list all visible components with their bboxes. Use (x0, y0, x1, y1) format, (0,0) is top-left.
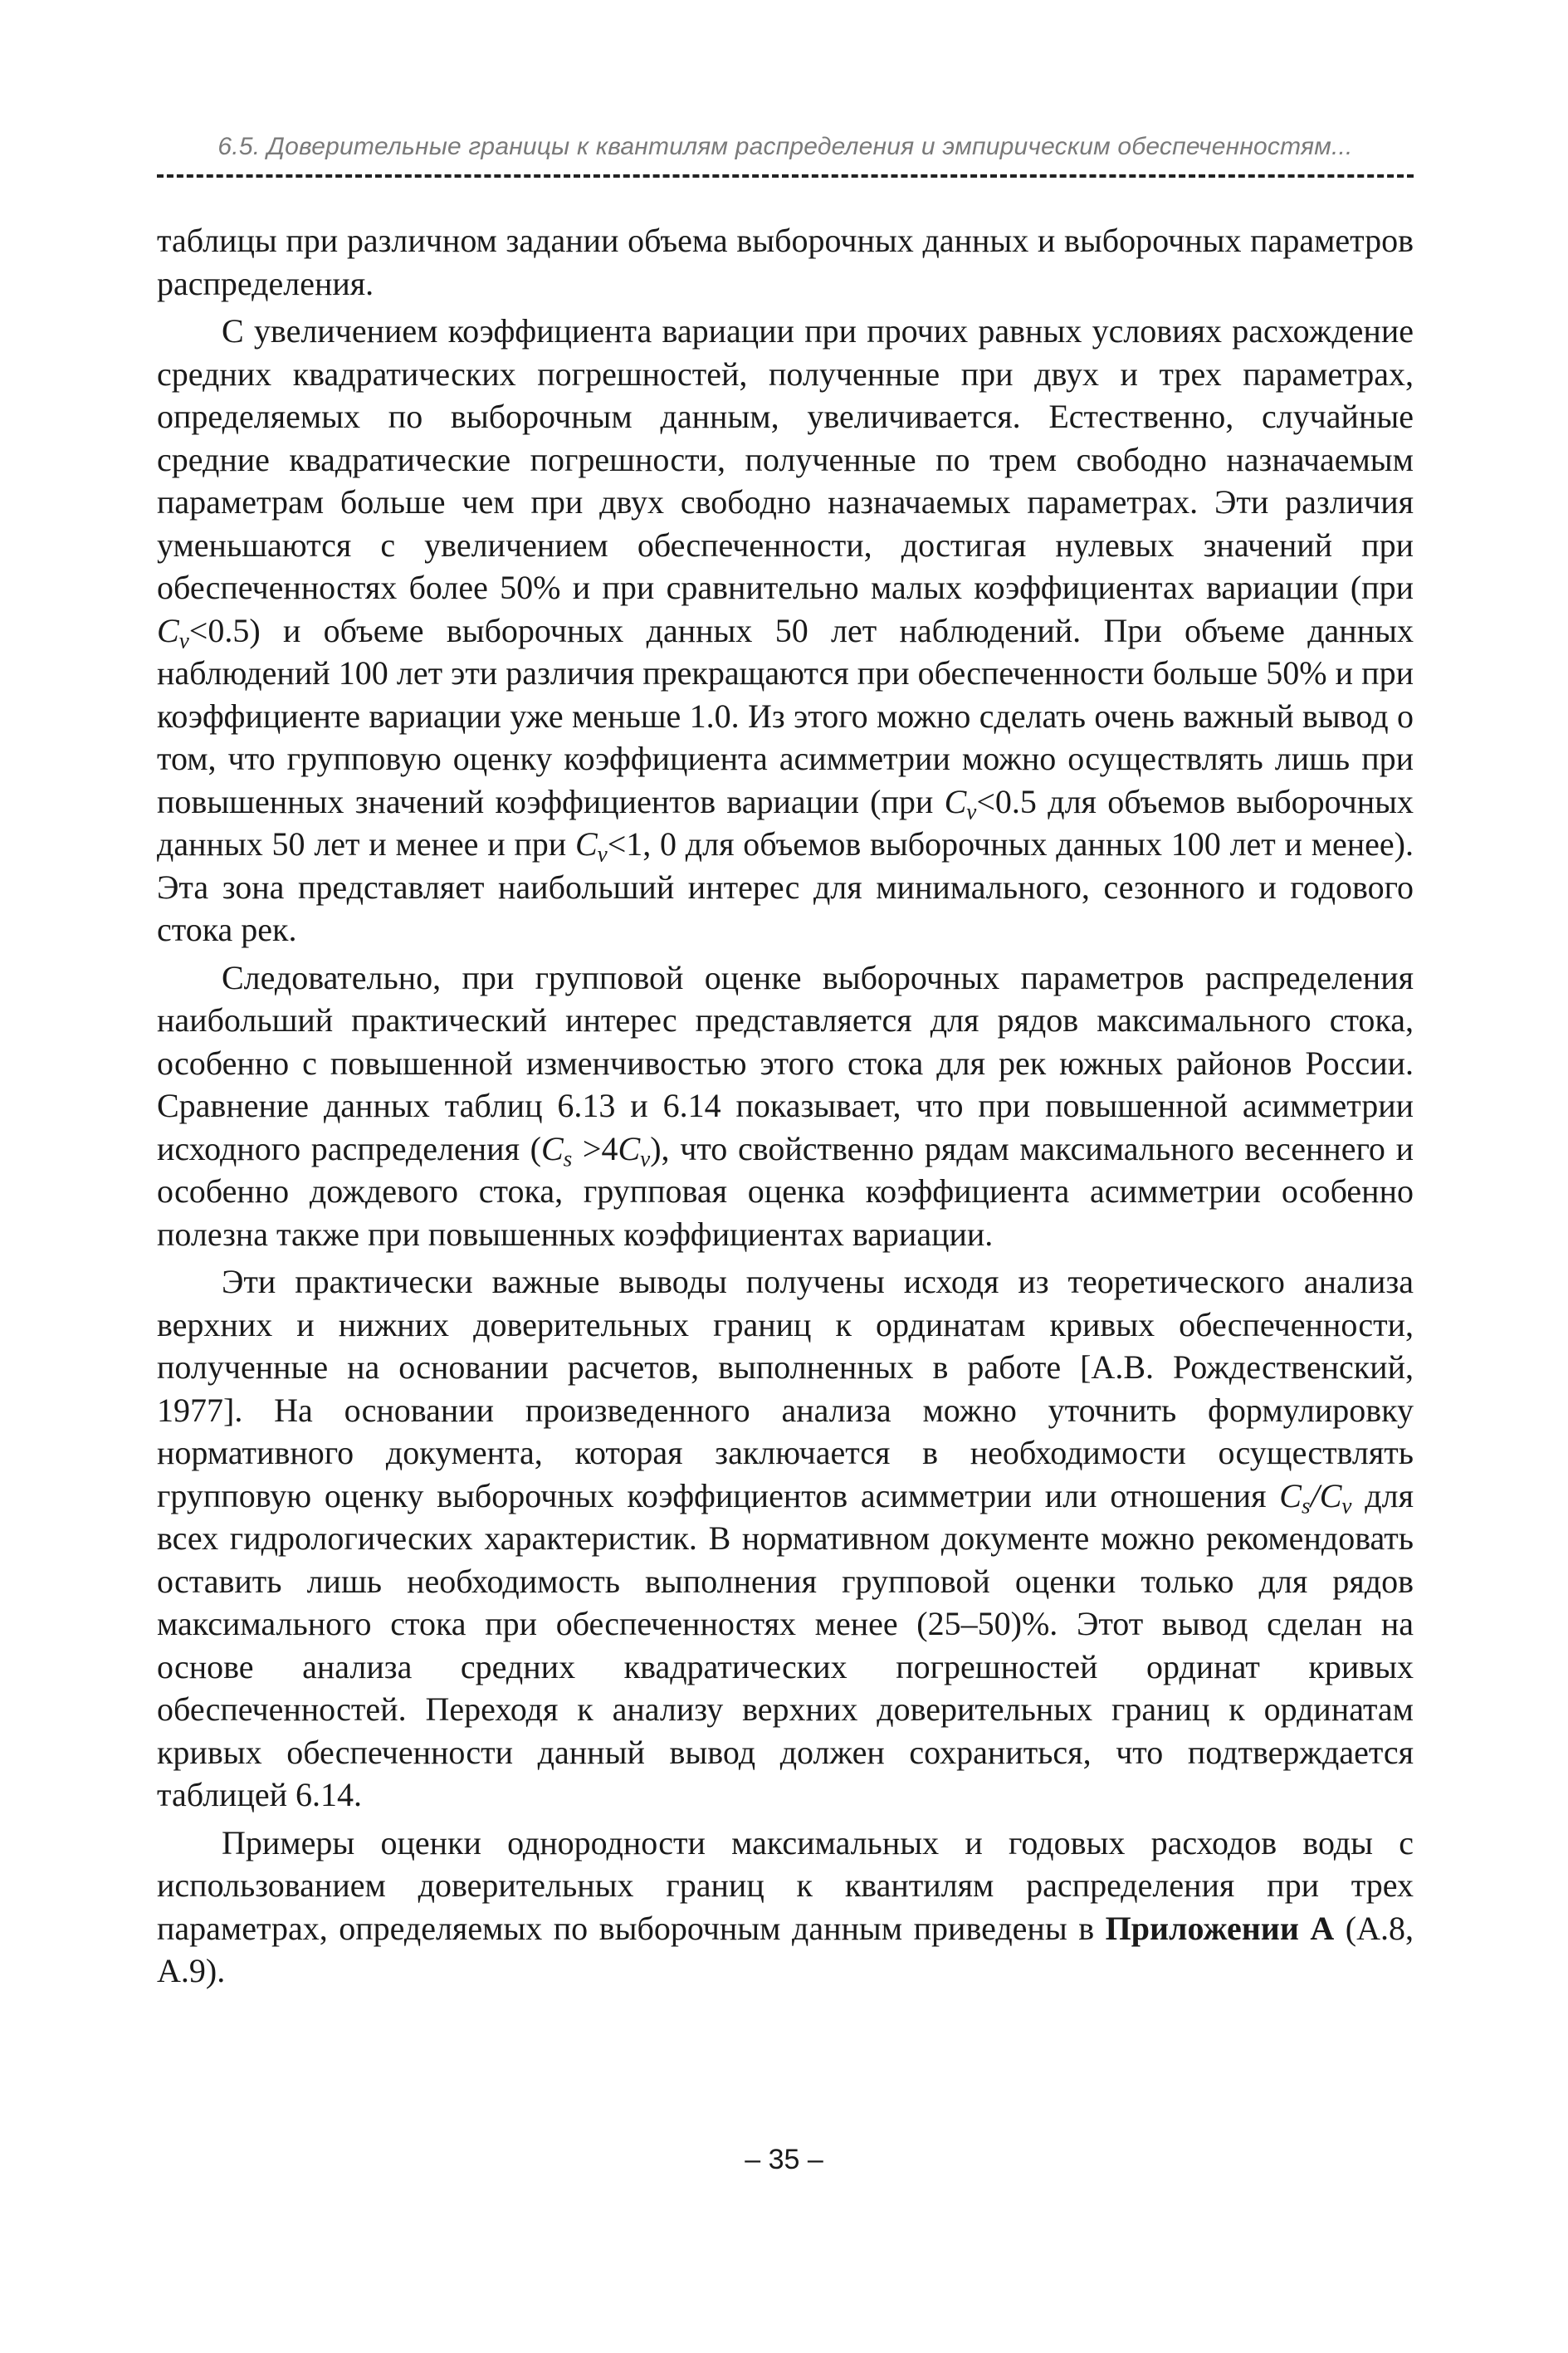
text-run: С увеличением коэффициента вариации при прочих равных условиях расхождение средних квадратических погрешностей, полученные при двух и трех параметрах, определяемых по выборочным данным, увеличивается. Естественно, случайные средние квадратические погрешности, полученные по трем свободно назначаемым параметрам больше чем при двух свободно назначаемых параметрах. Эти различия уменьшаются с увеличением обеспеченности, достигая нулевых значений при обеспеченностях более 50% и при сравнительно малых коэффициентах вариации (при (157, 312, 1414, 606)
text-run: Примеры оценки однородности максимальных и годовых расходов воды с использованием доверительных границ к квантилям распределения при трех параметрах, определяемых по выборочным данным приведены в (157, 1823, 1414, 1947)
running-header: 6.5. Доверительные границы к квантилям распределения и эмпирическим обеспеченностям... (217, 133, 1353, 160)
paragraph-2 (157, 310, 1414, 951)
cv-symbol: $C_v$ (1319, 1476, 1352, 1519)
cv-symbol: $C_v$ (618, 1129, 651, 1172)
header-divider (157, 174, 1414, 178)
cv-symbol: $C_v$ (944, 782, 977, 824)
cs-symbol: $C_s$ (540, 1129, 573, 1172)
text-run: Эти практически важные выводы получены исходя из теоретического анализа верхних и нижних доверительных границ к ординатам кривых обеспеченности, полученные на основании расчетов, выполненных в работе [А.В. Рождественский, 1977]. На основании произведенного анализа можно уточнить формулировку нормативного документа, которая заключается в необходимости осуществлять групповую оценку выборочных коэффициентов асимметрии или отношения (157, 1263, 1414, 1514)
text-run: <1, 0 для объемов выборочных данных 100 лет и менее). Эта зона представляет наибольший интерес для минимального, сезонного и годового стока рек. (157, 825, 1414, 948)
cv-symbol: $C_v$ (157, 611, 189, 653)
text-run: <0.5 для объемов выборочных данных 50 лет и менее и при (157, 782, 1414, 863)
text-run: (А.8, А.9). (157, 1909, 1414, 1989)
paragraph-1: таблицы при различном задании объема выборочных данных и выборочных параметров распределения. (157, 222, 1414, 302)
text-run: для всех гидрологических характеристик. В нормативном документе можно рекомендовать оставить лишь необходимость выполнения групповой оценки только для рядов максимального стока при обеспеченностях менее (25–50)%. Этот вывод сделан на основе анализа средних квадратических погрешностей ординат кривых обеспеченностей. Переходя к анализу верхних доверительных границ к ординатам кривых обеспеченности данный вывод должен сохраниться, что подтверждается таблицей 6.14. (157, 1476, 1414, 1813)
appendix-reference: Приложении А (1105, 1909, 1335, 1947)
paragraph-3 (157, 956, 1414, 1256)
cs-symbol: $C_s$ (1279, 1476, 1311, 1519)
paragraph-4 (157, 1260, 1414, 1817)
relation-text: >4 (572, 1129, 618, 1167)
ratio-slash: / (1310, 1476, 1320, 1514)
text-run: Следовательно, при групповой оценке выборочных параметров распределения наибольший практический интерес представляется для рядов максимального стока, особенно с повышенной изменчивостью этого стока для рек южных районов России. Сравнение данных таблиц 6.13 и 6.14 показывает, что при повышенной асимметрии исходного распределения ( (157, 958, 1414, 1167)
paragraph-5 (157, 1822, 1414, 1993)
text-run: <0.5) и объеме выборочных данных 50 лет наблюдений. При объеме данных наблюдений 100 лет эти различия прекращаются при обеспеченности больше 50% и при коэффициенте вариации уже меньше 1.0. Из этого можно сделать очень важный вывод о том, что групповую оценку коэффициента асимметрии можно осуществлять лишь при повышенных значений коэффициентов вариации (при (157, 611, 1414, 820)
body-text (157, 219, 1414, 1998)
page-number: – 35 – (745, 2144, 823, 2175)
text-run: ), что свойственно рядам максимального весеннего и особенно дождевого стока, групповая оценка коэффициента асимметрии особенно полезна также при повышенных коэффициентах вариации. (157, 1129, 1414, 1253)
cv-symbol: $C_v$ (574, 825, 608, 867)
